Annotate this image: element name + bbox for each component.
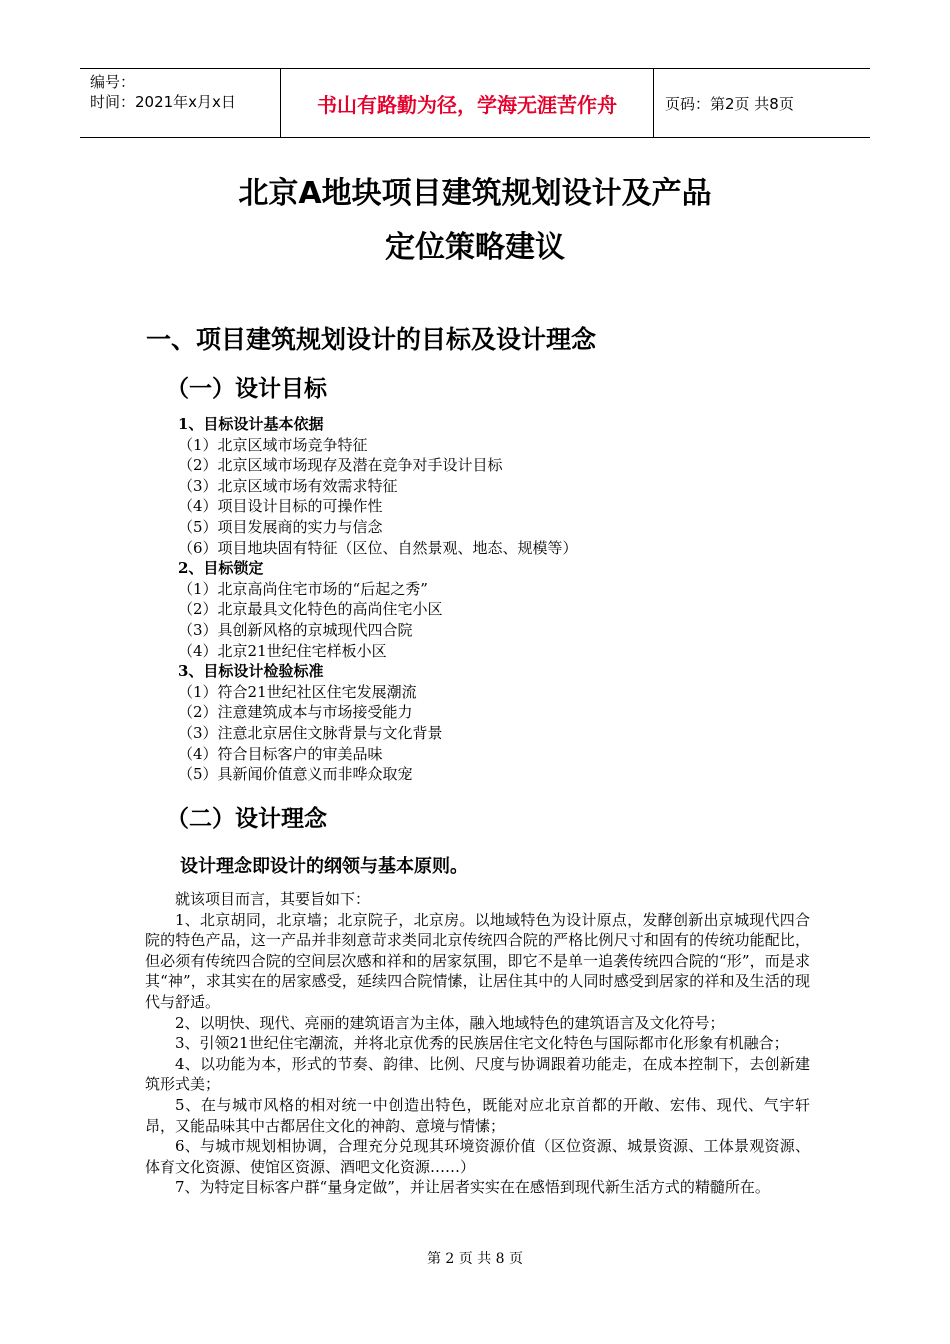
header-number-label: 编号： [90, 73, 136, 91]
group-title: 1、目标设计基本依据 [178, 415, 324, 433]
list-item: （5）具新闻价值意义而非哗众取宠 [178, 765, 413, 784]
header-page-info: 页码：第2页 共8页 [665, 94, 794, 113]
list-item: （6）项目地块固有特征（区位、自然景观、地态、规模等） [178, 538, 578, 557]
list-item: （3）注意北京居住文脉背景与文化背景 [178, 723, 443, 742]
paragraph: 5、在与城市风格的相对统一中创造出特色，既能对应北京首都的开敞、宏伟、现代、气宇轩昂，又能品味其中古都居住文化的神韵、意境与情愫； [145, 1095, 810, 1135]
group-title: 2、目标锁定 [178, 559, 264, 578]
list-item: （1）符合21世纪社区住宅发展潮流 [178, 682, 417, 701]
page-footer: 第 2 页 共 8 页 [426, 1251, 524, 1267]
header-motto: 书山有路勤为径，学海无涯苦作舟 [280, 69, 654, 137]
paragraph: 4、以功能为本，形式的节奏、韵律、比例、尺度与协调跟着功能走，在成本控制下，去创新建筑形式美； [145, 1054, 810, 1094]
list-item: （2）北京最具文化特色的高尚住宅小区 [178, 600, 443, 619]
list-item: （4）符合目标客户的审美品味 [178, 744, 383, 763]
header-date-label: 时间：2021年x月x日 [90, 93, 236, 111]
list-item: （3）具创新风格的京城现代四合院 [178, 620, 413, 639]
list-item: （5）项目发展商的实力与信念 [178, 517, 383, 536]
concept-lead: 设计理念即设计的纲领与基本原则。 [180, 856, 468, 877]
list-item: （3）北京区域市场有效需求特征 [178, 476, 398, 495]
goals-list [178, 414, 578, 785]
paragraph: 7、为特定目标客户群“量身定做”，并让居者实实在在感悟到现代新生活方式的精髓所在。 [175, 1178, 770, 1197]
section-heading: 一、项目建筑规划设计的目标及设计理念 [146, 325, 597, 354]
list-item: （2）注意建筑成本与市场接受能力 [178, 703, 413, 722]
paragraph: 就该项目而言，其要旨如下： [175, 890, 371, 908]
list-item: （4）项目设计目标的可操作性 [178, 497, 383, 516]
document-title-line2: 定位策略建议 [385, 230, 565, 265]
group-title: 3、目标设计检验标准 [178, 662, 324, 681]
list-item: （1）北京高尚住宅市场的“后起之秀” [178, 579, 428, 598]
subsection-heading-goals: （一）设计目标 [166, 376, 327, 402]
document-title-line1: 北京A地块项目建筑规划设计及产品 [238, 176, 712, 211]
paragraph: 2、以明快、现代、亮丽的建筑语言为主体，融入地域特色的建筑语言及文化符号； [175, 1013, 725, 1032]
page-header [80, 68, 870, 138]
subsection-heading-concept: （二）设计理念 [166, 806, 327, 832]
header-meta [90, 72, 236, 112]
list-item: （4）北京21世纪住宅样板小区 [178, 641, 387, 660]
concept-body [145, 889, 810, 1198]
paragraph: 1、北京胡同，北京墙；北京院子，北京房。以地域特色为设计原点，发酵创新出京城现代四合院的特色产品，这一产品并非刻意苛求类同北京传统四合院的严格比例尺寸和固有的传统功能配比，但必须有传统四合院的空间层次感和祥和的居家氛围，即它不是单一追袭传统四合院的“形”，而是求其“神”，求其实在的居家感受，延续四合院情愫，让居住其中的人同时感受到居家的祥和及生活的现代与舒适。 [145, 910, 810, 1011]
paragraph: 3、引领21世纪住宅潮流，并将北京优秀的民族居住宅文化特色与国际都市化形象有机融合； [175, 1034, 789, 1053]
paragraph: 6、与城市规划相协调，合理充分兑现其环境资源价值（区位资源、城景资源、工体景观资源、体育文化资源、使馆区资源、酒吧文化资源……） [145, 1137, 810, 1176]
list-item: （2）北京区域市场现存及潜在竞争对手设计目标 [178, 456, 503, 475]
list-item: （1）北京区域市场竞争特征 [178, 435, 368, 454]
